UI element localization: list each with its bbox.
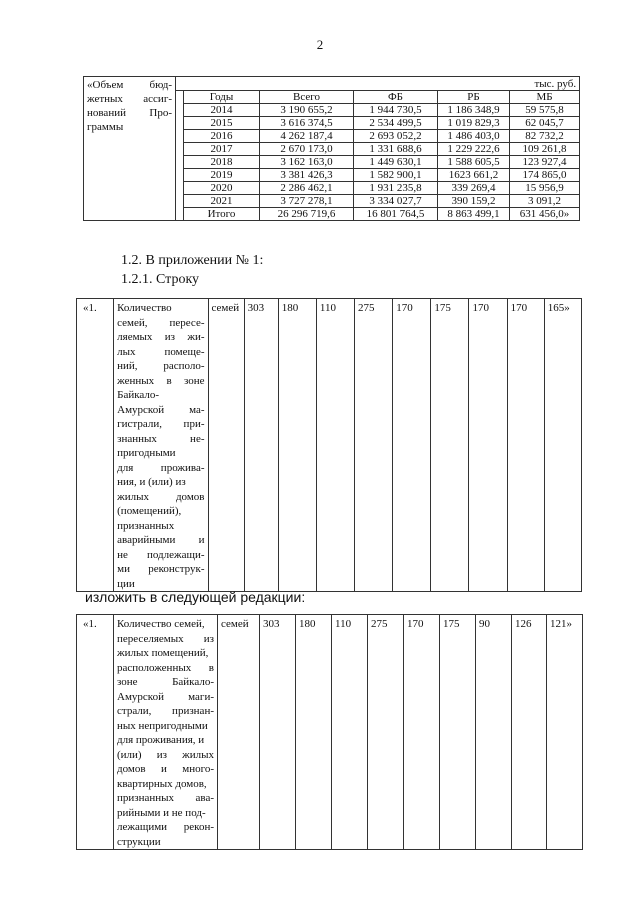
description-line: гистрали, при- — [117, 418, 205, 430]
budget-cell: 2014 — [184, 104, 260, 117]
description-line: квартирных домов, — [117, 777, 207, 790]
description-line: ляемых из жи- — [117, 331, 205, 343]
row-value: 275 — [355, 299, 393, 592]
description-line: ных непригодными — [117, 719, 208, 732]
budget-cell: 339 269,4 — [438, 182, 510, 195]
budget-cell: 631 456,0» — [510, 208, 580, 221]
budget-cell: 174 865,0 — [510, 169, 580, 182]
budget-cell: 16 801 764,5 — [354, 208, 438, 221]
table-row — [77, 615, 583, 850]
row-value: 303 — [260, 615, 296, 850]
description-line: Амурской ма- — [117, 403, 205, 416]
row-value: 170 — [507, 299, 544, 592]
budget-cell: 1 331 688,6 — [354, 143, 438, 156]
header-total: Всего — [260, 91, 354, 104]
row-index: «1. — [77, 615, 114, 850]
description-line: ции — [117, 577, 135, 590]
budget-cell: 1 931 235,8 — [354, 182, 438, 195]
budget-cell: 1623 661,2 — [438, 169, 510, 182]
row-value: 170 — [393, 299, 431, 592]
budget-cell: 4 262 187,4 — [260, 130, 354, 143]
budget-cell: 2019 — [184, 169, 260, 182]
row-value: 275 — [368, 615, 404, 850]
description-line: Амурской маги- — [117, 690, 214, 703]
description-line: домов и много- — [117, 763, 214, 775]
budget-cell: 2015 — [184, 117, 260, 130]
budget-label-line: нований Про- — [87, 107, 172, 119]
budget-cell: Итого — [184, 208, 260, 221]
paragraph-1-2: 1.2. В приложении № 1: — [121, 253, 264, 268]
budget-cell: 2017 — [184, 143, 260, 156]
header-fb: ФБ — [354, 91, 438, 104]
row-value: 180 — [296, 615, 332, 850]
header-years: Годы — [184, 91, 260, 104]
description-line: пригодными — [117, 447, 176, 459]
budget-cell: 2018 — [184, 156, 260, 169]
description-line: ми реконструк- — [117, 563, 205, 575]
budget-cell: 3 616 374,5 — [260, 117, 354, 130]
budget-cell: 1 019 829,3 — [438, 117, 510, 130]
row-value: 303 — [244, 299, 278, 592]
description-line: семей, пересе- — [117, 316, 205, 329]
row-value: 121» — [547, 615, 583, 850]
description-line: зоне Байкало- — [117, 676, 214, 688]
budget-cell: 1 944 730,5 — [354, 104, 438, 117]
budget-cell: 2016 — [184, 130, 260, 143]
description-line: для проживания, и — [117, 734, 205, 746]
row-description — [114, 615, 218, 850]
description-line: Количество — [117, 302, 172, 314]
description-line: признанных ава- — [117, 792, 214, 804]
description-line: рийными и не под- — [117, 806, 206, 819]
row-value: 170 — [469, 299, 507, 592]
budget-cell: 59 575,8 — [510, 104, 580, 117]
description-line: жилых домов — [117, 490, 205, 503]
description-line: ния, и (или) из — [117, 476, 186, 488]
row-unit: семей — [218, 615, 260, 850]
row-value: 110 — [332, 615, 368, 850]
budget-label-line: «Объем бюд- — [87, 79, 172, 91]
table-row — [77, 299, 582, 592]
budget-cell: 1 486 403,0 — [438, 130, 510, 143]
budget-cell: 1 229 222,6 — [438, 143, 510, 156]
description-line: для прожива- — [117, 461, 205, 474]
row-description — [114, 299, 208, 592]
description-line: Байкало- — [117, 389, 160, 401]
row-table-old — [76, 298, 582, 592]
description-line: не подлежащи- — [117, 548, 205, 561]
budget-unit: тыс. руб. — [176, 77, 580, 91]
budget-cell: 62 045,7 — [510, 117, 580, 130]
budget-table — [83, 76, 580, 221]
paragraph-instruction: изложить в следующей редакции: — [85, 589, 306, 605]
budget-cell: 3 381 426,3 — [260, 169, 354, 182]
budget-cell: 3 162 163,0 — [260, 156, 354, 169]
budget-label-line: граммы — [87, 121, 124, 133]
budget-cell: 109 261,8 — [510, 143, 580, 156]
description-line: лых помеще- — [117, 345, 205, 358]
page-number: 2 — [316, 37, 324, 52]
budget-cell: 3 334 027,7 — [354, 195, 438, 208]
description-line: страли, признан- — [117, 705, 214, 717]
budget-cell: 123 927,4 — [510, 156, 580, 169]
row-value: 90 — [476, 615, 512, 850]
row-value: 180 — [278, 299, 316, 592]
budget-spacer — [176, 91, 184, 221]
budget-cell: 2 534 499,5 — [354, 117, 438, 130]
budget-cell: 3 190 655,2 — [260, 104, 354, 117]
budget-cell: 2 286 462,1 — [260, 182, 354, 195]
row-value: 165» — [544, 299, 581, 592]
description-line: струкции — [117, 835, 161, 848]
description-line: признанных — [117, 519, 175, 532]
description-line: переселяемых из — [117, 632, 214, 645]
row-value: 175 — [431, 299, 469, 592]
row-value: 175 — [440, 615, 476, 850]
budget-cell: 1 588 605,5 — [438, 156, 510, 169]
description-line: (или) из жилых — [117, 748, 214, 761]
description-line: расположенных в — [117, 661, 214, 674]
description-line: знанных не- — [117, 432, 205, 445]
budget-cell: 15 956,9 — [510, 182, 580, 195]
budget-label — [84, 77, 176, 221]
budget-cell: 1 449 630,1 — [354, 156, 438, 169]
description-line: аварийными и — [117, 534, 205, 546]
row-value: 126 — [512, 615, 547, 850]
description-line: лежащими рекон- — [117, 821, 214, 833]
budget-cell: 3 091,2 — [510, 195, 580, 208]
description-line: ний, располо- — [117, 360, 205, 372]
budget-cell: 26 296 719,6 — [260, 208, 354, 221]
header-mb: МБ — [510, 91, 580, 104]
budget-cell: 2021 — [184, 195, 260, 208]
budget-cell: 2 693 052,2 — [354, 130, 438, 143]
budget-cell: 390 159,2 — [438, 195, 510, 208]
row-table-new — [76, 614, 583, 850]
budget-cell: 1 582 900,1 — [354, 169, 438, 182]
row-value: 110 — [316, 299, 354, 592]
description-line: (помещений), — [117, 505, 182, 517]
paragraph-1-2-1: 1.2.1. Строку — [121, 272, 200, 287]
description-line: женных в зоне — [117, 374, 205, 387]
row-value: 170 — [404, 615, 440, 850]
budget-cell: 1 186 348,9 — [438, 104, 510, 117]
description-line: Количество семей, — [117, 618, 205, 630]
header-rb: РБ — [438, 91, 510, 104]
row-unit: семей — [208, 299, 244, 592]
budget-cell: 3 727 278,1 — [260, 195, 354, 208]
row-index: «1. — [77, 299, 114, 592]
budget-cell: 2020 — [184, 182, 260, 195]
budget-cell: 2 670 173,0 — [260, 143, 354, 156]
budget-label-line: жетных ассиг- — [87, 93, 172, 105]
budget-cell: 8 863 499,1 — [438, 208, 510, 221]
budget-cell: 82 732,2 — [510, 130, 580, 143]
description-line: жилых помещений, — [117, 647, 209, 659]
